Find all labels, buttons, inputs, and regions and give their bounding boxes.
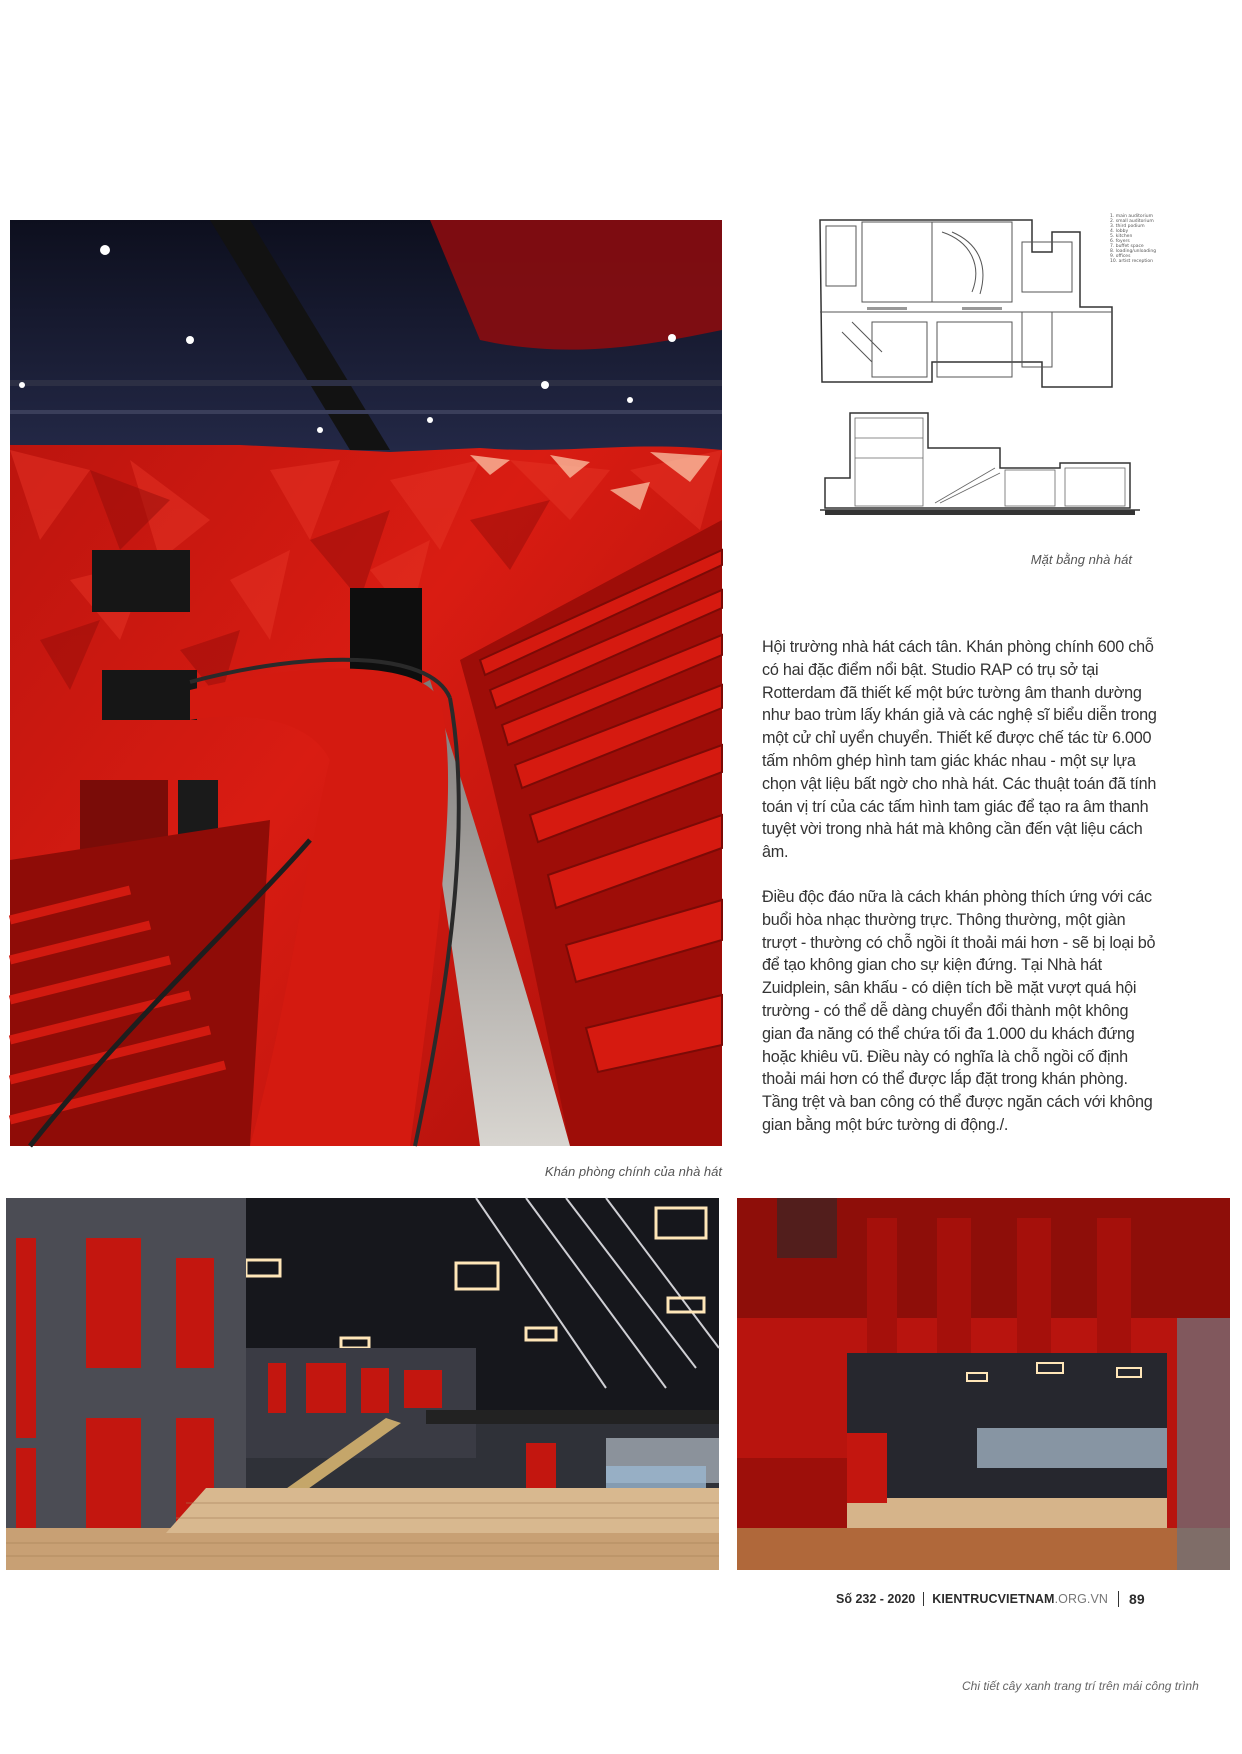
legend-item: 10. artist reception: [1110, 259, 1153, 264]
next-article-teaser: Chi tiết cây xanh trang trí trên mái công trình: [962, 1679, 1199, 1693]
foyer-hall-photo: [6, 1198, 719, 1570]
page-footer: [836, 1589, 1145, 1609]
floor-plan-drawing: [812, 212, 1160, 387]
article-paragraph: Điều độc đáo nữa là cách khán phòng thích ứng với các buổi hòa nhạc thường trực. Thông thường, một giàn trượt - thường có chỗ ngồi ít thoải mái hơn - sẽ bị loại bỏ để tạo không gian cho sự kiện đứng. Tại Nhà hát Zuidplein, sân khấu - có diện tích bề mặt vượt quá hội trường - có thể dễ dàng chuyển đổi thành một không gian đa năng có thể chứa tối đa 1.000 du khách đứng hoặc khiêu vũ. Điều này có nghĩa là chỗ ngồi cố định thoải mái hơn có thể được lắp đặt trong khán phòng. Tầng trệt và ban công có thể được ngăn cách với không gian bằng một bức tường di động./.: [762, 887, 1156, 1134]
legend-item: 4. lobby: [1110, 229, 1129, 234]
legend-item: 7. buffet space: [1110, 244, 1144, 249]
legend-item: 1. main auditorium: [1110, 214, 1153, 219]
main-photo-caption: Khán phòng chính của nhà hát: [544, 1164, 722, 1179]
article-body: [762, 636, 1162, 1159]
article-paragraph: Hội trường nhà hát cách tân. Khán phòng chính 600 chỗ có hai đặc điểm nổi bật. Studio RAP có trụ sở tại Rotterdam đã thiết kế một bức tường âm thanh dường như bao trùm lấy khán giả và các nghệ sĩ biểu diễn trong một cử chỉ uyển chuyển. Thiết kế được chế tác từ 6.000 tấm nhôm ghép hình tam giác khác nhau - một sự lựa chọn vật liệu bất ngờ cho nhà hát. Các thuật toán đã tính toán vị trí của các tấm hình tam giác để tạo ra âm thanh tuyệt vời trong nhà hát mà không cần đến vật liệu cách âm.: [762, 638, 1157, 862]
magazine-domain: .ORG.VN: [1054, 1592, 1109, 1606]
legend-item: 3. third podium: [1110, 224, 1145, 229]
magazine-name: [924, 1592, 1118, 1606]
legend-item: 6. foyers: [1110, 239, 1130, 244]
section-drawing: [820, 408, 1140, 523]
legend-item: 9. offices: [1110, 254, 1131, 259]
magazine-title: KIENTRUCVIETNAM: [932, 1592, 1055, 1606]
legend-item: 8. loading/unloading: [1110, 249, 1157, 254]
plan-legend: [1110, 214, 1156, 264]
plan-caption: Mặt bằng nhà hát: [1030, 552, 1132, 567]
main-auditorium-photo: [10, 220, 722, 1146]
page-number: 89: [1118, 1591, 1145, 1607]
stage-view-photo: [737, 1198, 1230, 1570]
issue-label: Số 232 - 2020: [836, 1592, 924, 1606]
legend-item: 2. small auditorium: [1110, 219, 1154, 224]
legend-item: 5. kitchen: [1110, 234, 1133, 239]
